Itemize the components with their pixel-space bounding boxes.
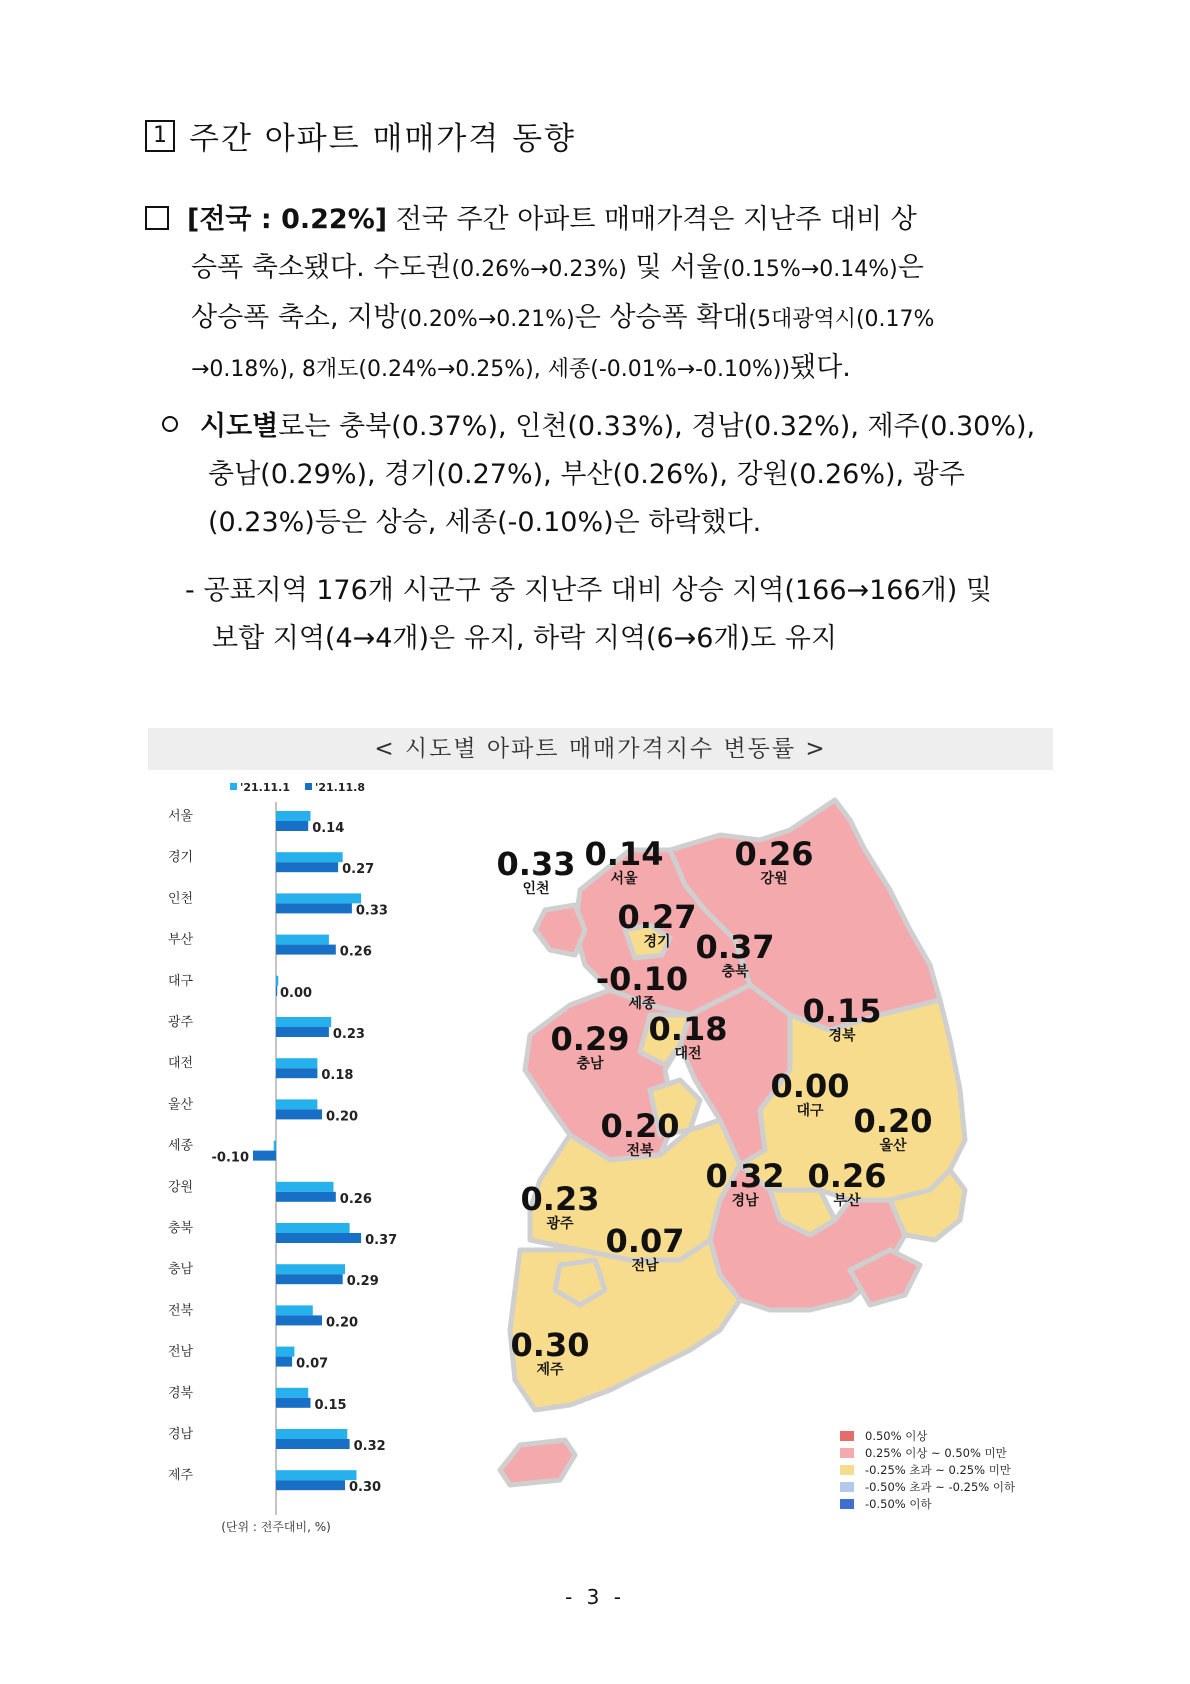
value-label: 0.29 <box>346 1274 379 1290</box>
region-value: 0.32 <box>705 1157 785 1195</box>
bar <box>276 1027 329 1037</box>
region-name: 서울 <box>610 871 638 887</box>
bar <box>276 1017 331 1027</box>
bar <box>276 1347 294 1357</box>
region-name: 울산 <box>879 1138 907 1154</box>
value-label: 0.18 <box>321 1068 354 1084</box>
region-name: 경북 <box>828 1028 856 1044</box>
bar <box>276 1233 361 1243</box>
page-number: - 3 - <box>565 1585 625 1609</box>
category-label: 충북 <box>168 1221 194 1236</box>
category-label: 울산 <box>168 1097 194 1113</box>
region-name: 충북 <box>721 964 749 980</box>
region-name: 전남 <box>631 1258 659 1274</box>
region-name: 경남 <box>731 1193 759 1209</box>
legend-swatch <box>840 1465 854 1475</box>
map-region-jeonnam <box>510 1240 740 1410</box>
bar <box>276 821 308 831</box>
legend-label: -0.25% 초과 ~ 0.25% 미만 <box>865 1463 1011 1477</box>
region-value: 0.26 <box>734 835 814 873</box>
category-label: 충남 <box>168 1262 194 1278</box>
legend-swatch <box>840 1482 854 1492</box>
category-label: 경남 <box>168 1427 194 1442</box>
category-label: 세종 <box>168 1138 194 1154</box>
region-value: 0.26 <box>807 1157 887 1195</box>
value-label: 0.14 <box>312 821 345 836</box>
map-region-incheon <box>535 905 585 955</box>
value-label: 0.00 <box>280 985 313 1001</box>
region-value: 0.18 <box>648 1010 728 1048</box>
value-label: 0.20 <box>326 1315 359 1331</box>
bar <box>276 1439 350 1449</box>
summary-line-1: 전국 주간 아파트 매매가격은 지난주 대비 상 <box>395 204 917 235</box>
sido-paragraph: 시도별로는 충북(0.37%), 인천(0.33%), 경남(0.32%), 제주(0.30%), 충남(0.29%), 경기(0.27%), 부산(0.26%), 강원(0.26%), 광주 (0.23%)등은 상승, 세종(-0.10%)은 하락했다. <box>162 403 1050 547</box>
national-label: [전국 : 0.22%] <box>187 204 388 235</box>
value-label: 0.07 <box>296 1356 329 1372</box>
section-heading <box>145 113 576 158</box>
region-name: 광주 <box>546 1216 574 1232</box>
legend-swatch <box>840 1448 854 1458</box>
region-value: 0.00 <box>770 1067 850 1105</box>
legend-label: '21.11.8 <box>315 781 365 794</box>
category-label: 전북 <box>168 1303 194 1319</box>
region-value: 0.20 <box>600 1107 680 1145</box>
bar <box>276 1315 322 1325</box>
bar <box>276 1099 317 1109</box>
region-value: 0.23 <box>520 1180 600 1218</box>
region-value: 0.37 <box>695 928 775 966</box>
checkbox-square-icon <box>145 206 169 230</box>
sido-label: 시도별 <box>200 411 279 442</box>
region-name: 대구 <box>796 1103 824 1119</box>
circle-bullet-icon <box>162 416 178 432</box>
region-value: 0.07 <box>605 1222 685 1260</box>
category-label: 부산 <box>168 932 194 948</box>
bar <box>276 935 329 945</box>
region-value: 0.29 <box>550 1020 630 1058</box>
legend-swatch <box>840 1431 854 1441</box>
region-value: 0.15 <box>802 992 882 1030</box>
section-number: 1 <box>145 120 175 152</box>
category-label: 제주 <box>168 1468 194 1484</box>
category-label: 서울 <box>168 809 194 824</box>
bar <box>276 1398 311 1408</box>
dash-marker: - <box>185 575 195 606</box>
map-region-jeju <box>500 1440 575 1485</box>
region-name: 대전 <box>674 1046 702 1062</box>
bar <box>276 1068 317 1078</box>
legend-swatch <box>840 1499 854 1509</box>
legend-label: 0.50% 이상 <box>865 1429 928 1443</box>
region-name: 인천 <box>522 881 550 897</box>
value-label: 0.37 <box>365 1233 398 1248</box>
bar <box>276 811 311 821</box>
bar <box>276 976 278 986</box>
bar <box>276 1264 345 1274</box>
value-label: 0.20 <box>326 1109 359 1125</box>
region-name: 충남 <box>576 1056 604 1072</box>
bar <box>253 1151 276 1161</box>
bar-chart <box>148 780 448 1540</box>
region-value: 0.30 <box>510 1326 590 1364</box>
bar <box>276 1109 322 1119</box>
figure-title: < 시도별 아파트 매매가격지수 변동률 > <box>148 728 1053 770</box>
legend-swatch <box>305 783 312 790</box>
region-value: -0.10 <box>595 960 689 998</box>
bar <box>276 903 352 913</box>
category-label: 경기 <box>168 850 194 866</box>
bar <box>276 1223 350 1233</box>
region-value: 0.33 <box>496 845 576 883</box>
bar <box>276 1274 343 1284</box>
map-legend <box>840 1429 1016 1510</box>
category-label: 대전 <box>168 1056 194 1072</box>
value-label: 0.23 <box>332 1027 365 1042</box>
value-label: -0.10 <box>211 1150 249 1166</box>
region-name: 세종 <box>628 996 656 1012</box>
bar <box>276 1357 292 1367</box>
bar <box>276 852 343 862</box>
korea-map <box>490 790 1050 1510</box>
category-label: 광주 <box>168 1015 194 1030</box>
region-name: 전북 <box>626 1143 654 1159</box>
region-name: 강원 <box>760 871 788 887</box>
bar <box>274 1141 276 1151</box>
chart-legend <box>230 781 365 794</box>
bar <box>276 1058 317 1068</box>
region-value: 0.20 <box>853 1102 933 1140</box>
value-label: 0.33 <box>355 903 388 919</box>
region-name: 제주 <box>536 1362 564 1378</box>
legend-label: -0.50% 초과 ~ -0.25% 이하 <box>865 1480 1016 1494</box>
section-title: 주간 아파트 매매가격 동향 <box>189 121 576 157</box>
category-label: 강원 <box>168 1179 194 1195</box>
category-label: 대구 <box>168 973 194 989</box>
region-name: 경기 <box>643 934 671 950</box>
value-label: 0.15 <box>314 1397 347 1413</box>
regions-note: - 공표지역 176개 시군구 중 지난주 대비 상승 지역(166→166개) 및 보합 지역(4→4개)은 유지, 하락 지역(6→6개)도 유지 <box>185 575 992 654</box>
legend-label: -0.50% 이하 <box>865 1497 932 1510</box>
bar <box>276 893 361 903</box>
value-label: 0.32 <box>353 1439 386 1454</box>
value-label: 0.30 <box>349 1480 382 1496</box>
value-label: 0.26 <box>339 944 372 960</box>
bar <box>276 1470 357 1480</box>
value-label: 0.26 <box>339 1191 372 1207</box>
region-value: 0.27 <box>617 898 697 936</box>
region-name: 부산 <box>833 1193 861 1209</box>
unit-note: (단위 : 전주대비, %) <box>221 1520 331 1534</box>
category-label: 경북 <box>168 1385 194 1401</box>
bar <box>276 862 338 872</box>
bar <box>276 986 277 996</box>
summary-paragraph: [전국 : 0.22%] 전국 주간 아파트 매매가격은 지난주 대비 상 승폭 축소됐다. 수도권(0.26%→0.23%) 및 서울(0.15%→0.14%)은 상승폭 축소, 지방(0.20%→0.21%)은 상승폭 확대(5대광역시(0.17% →0.18%), 8개도(0.24%→0.25%), 세종(-0.01%→-0.10%))됐다. <box>145 196 1050 394</box>
bar <box>276 1182 334 1192</box>
legend-swatch <box>230 783 237 790</box>
legend-label: 0.25% 이상 ~ 0.50% 미만 <box>865 1446 1007 1460</box>
bar <box>276 1480 345 1490</box>
bar <box>276 945 336 955</box>
bar <box>276 1429 347 1439</box>
bar <box>276 1305 313 1315</box>
bar <box>276 1388 308 1398</box>
region-value: 0.14 <box>584 835 664 873</box>
category-label: 인천 <box>168 891 194 907</box>
value-label: 0.27 <box>342 862 375 878</box>
bar <box>276 1192 336 1202</box>
category-label: 전남 <box>168 1344 194 1360</box>
legend-label: '21.11.1 <box>240 781 290 794</box>
